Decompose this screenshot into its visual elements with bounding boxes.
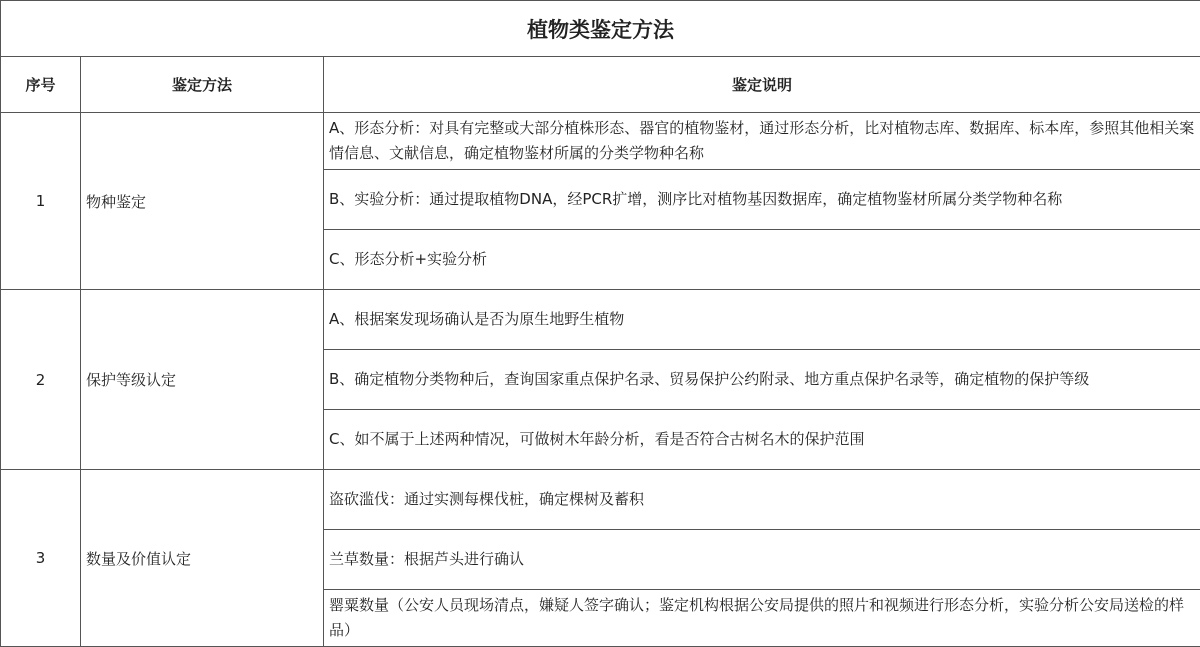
header-method: 鉴定方法 (81, 57, 324, 113)
title-row (1, 1, 1200, 57)
method-name: 数量及价值认定 (81, 470, 324, 647)
description-cell: 罂粟数量（公安人员现场清点，嫌疑人签字确认；鉴定机构根据公安局提供的照片和视频进行形态分析，实验分析公安局送检的样品） (324, 590, 1200, 647)
method-name: 保护等级认定 (81, 290, 324, 470)
header-description: 鉴定说明 (324, 57, 1200, 113)
description-cell: 兰草数量：根据芦头进行确认 (324, 530, 1200, 590)
header-row (1, 57, 1200, 113)
description-cell: B、确定植物分类物种后，查询国家重点保护名录、贸易保护公约附录、地方重点保护名录等，确定植物的保护等级 (324, 350, 1200, 410)
table-title: 植物类鉴定方法 (1, 1, 1200, 57)
method-name: 物种鉴定 (81, 113, 324, 290)
row-index: 1 (1, 113, 81, 290)
description-cell: 盗砍滥伐：通过实测每棵伐桩，确定棵树及蓄积 (324, 470, 1200, 530)
table-row (1, 113, 1200, 170)
description-cell: A、根据案发现场确认是否为原生地野生植物 (324, 290, 1200, 350)
row-index: 3 (1, 470, 81, 647)
table-row (1, 470, 1200, 530)
description-cell: A、形态分析：对具有完整或大部分植株形态、器官的植物鉴材，通过形态分析，比对植物志库、数据库、标本库，参照其他相关案情信息、文献信息，确定植物鉴材所属的分类学物种名称 (324, 113, 1200, 170)
description-cell: B、实验分析：通过提取植物DNA，经PCR扩增，测序比对植物基因数据库，确定植物鉴材所属分类学物种名称 (324, 170, 1200, 230)
description-cell: C、如不属于上述两种情况，可做树木年龄分析，看是否符合古树名木的保护范围 (324, 410, 1200, 470)
table-row (1, 290, 1200, 350)
header-index: 序号 (1, 57, 81, 113)
description-cell: C、形态分析+实验分析 (324, 230, 1200, 290)
row-index: 2 (1, 290, 81, 470)
